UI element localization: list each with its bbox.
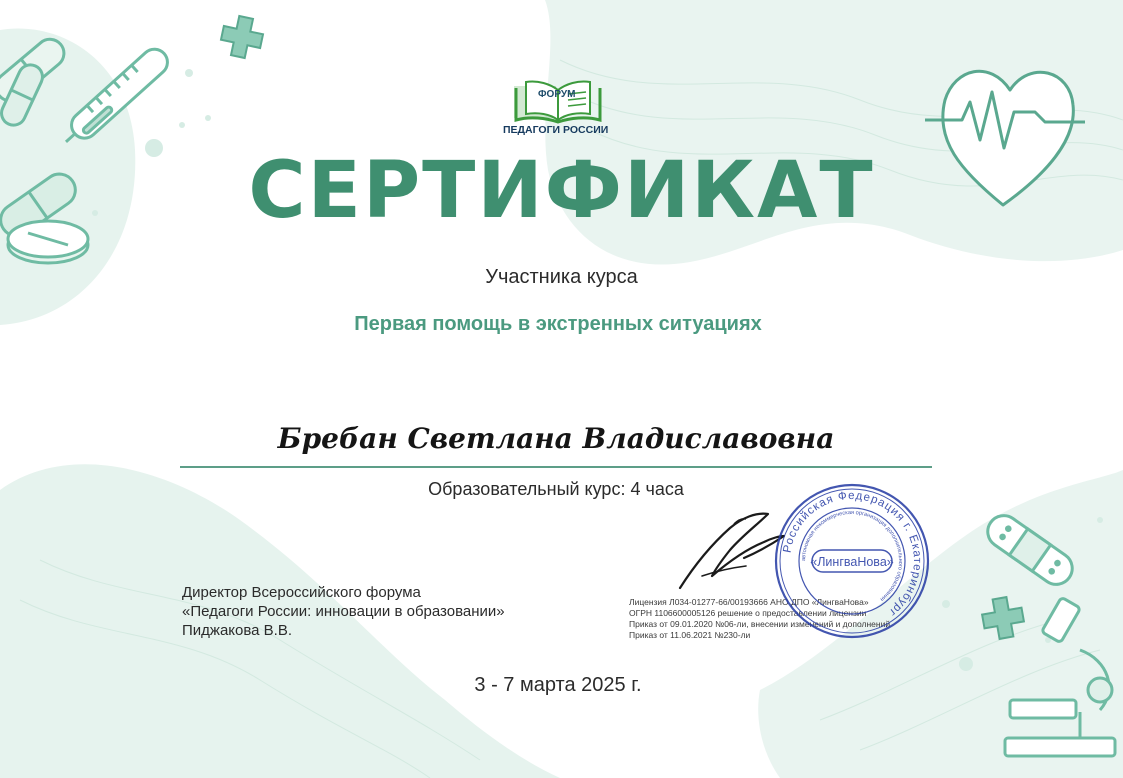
license-line-2: ОГРН 1106600005126 решение о предоставлении лицензии [629, 608, 867, 618]
forum-logo [498, 78, 620, 140]
course-name: Первая помощь в экстренных ситуациях [354, 313, 762, 335]
director-line-2: «Педагоги России: инновации в образовании» [182, 603, 505, 620]
recipient-name: Бребан Светлана Владиславовна [277, 422, 835, 455]
bandage-icon [982, 509, 1079, 590]
thermometer-icon [57, 44, 172, 152]
svg-text:автономная некоммерческая орга: автономная некоммерческая организация дополнительного образования [800, 509, 904, 602]
medical-cross-icon [980, 595, 1026, 641]
certificate-subtitle: Участника курса [485, 266, 638, 288]
director-block [182, 583, 505, 640]
medical-cross-icon [218, 13, 265, 60]
logo-bottom-text: ПЕДАГОГИ РОССИИ [503, 124, 609, 136]
svg-text:Российская Федерация г. Екатер: Российская Федерация г. Екатеринбург [781, 489, 924, 619]
director-line-3: Пиджакова В.В. [182, 622, 293, 639]
certificate-title: СЕРТИФИКАТ [248, 146, 875, 236]
official-stamp [772, 481, 932, 641]
license-line-1: Лицензия Л034-01277-66/00193666 АНО ДПО «ЛингваНова» [629, 597, 869, 607]
license-line-4: Приказ от 11.06.2021 №230-ли [629, 630, 751, 640]
director-line-1: Директор Всероссийского форума [182, 584, 421, 601]
svg-text:«ЛингваНова»: «ЛингваНова» [810, 555, 894, 569]
course-hours: Образовательный курс: 4 часа [428, 479, 684, 499]
name-underline [180, 466, 932, 468]
course-date: 3 - 7 марта 2025 г. [474, 674, 642, 696]
license-line-3: Приказ от 09.01.2020 №06-ли, внесении изменений и дополнений [629, 619, 891, 629]
logo-top-text: ФОРУМ [538, 89, 576, 100]
book-logo-icon [498, 78, 620, 124]
